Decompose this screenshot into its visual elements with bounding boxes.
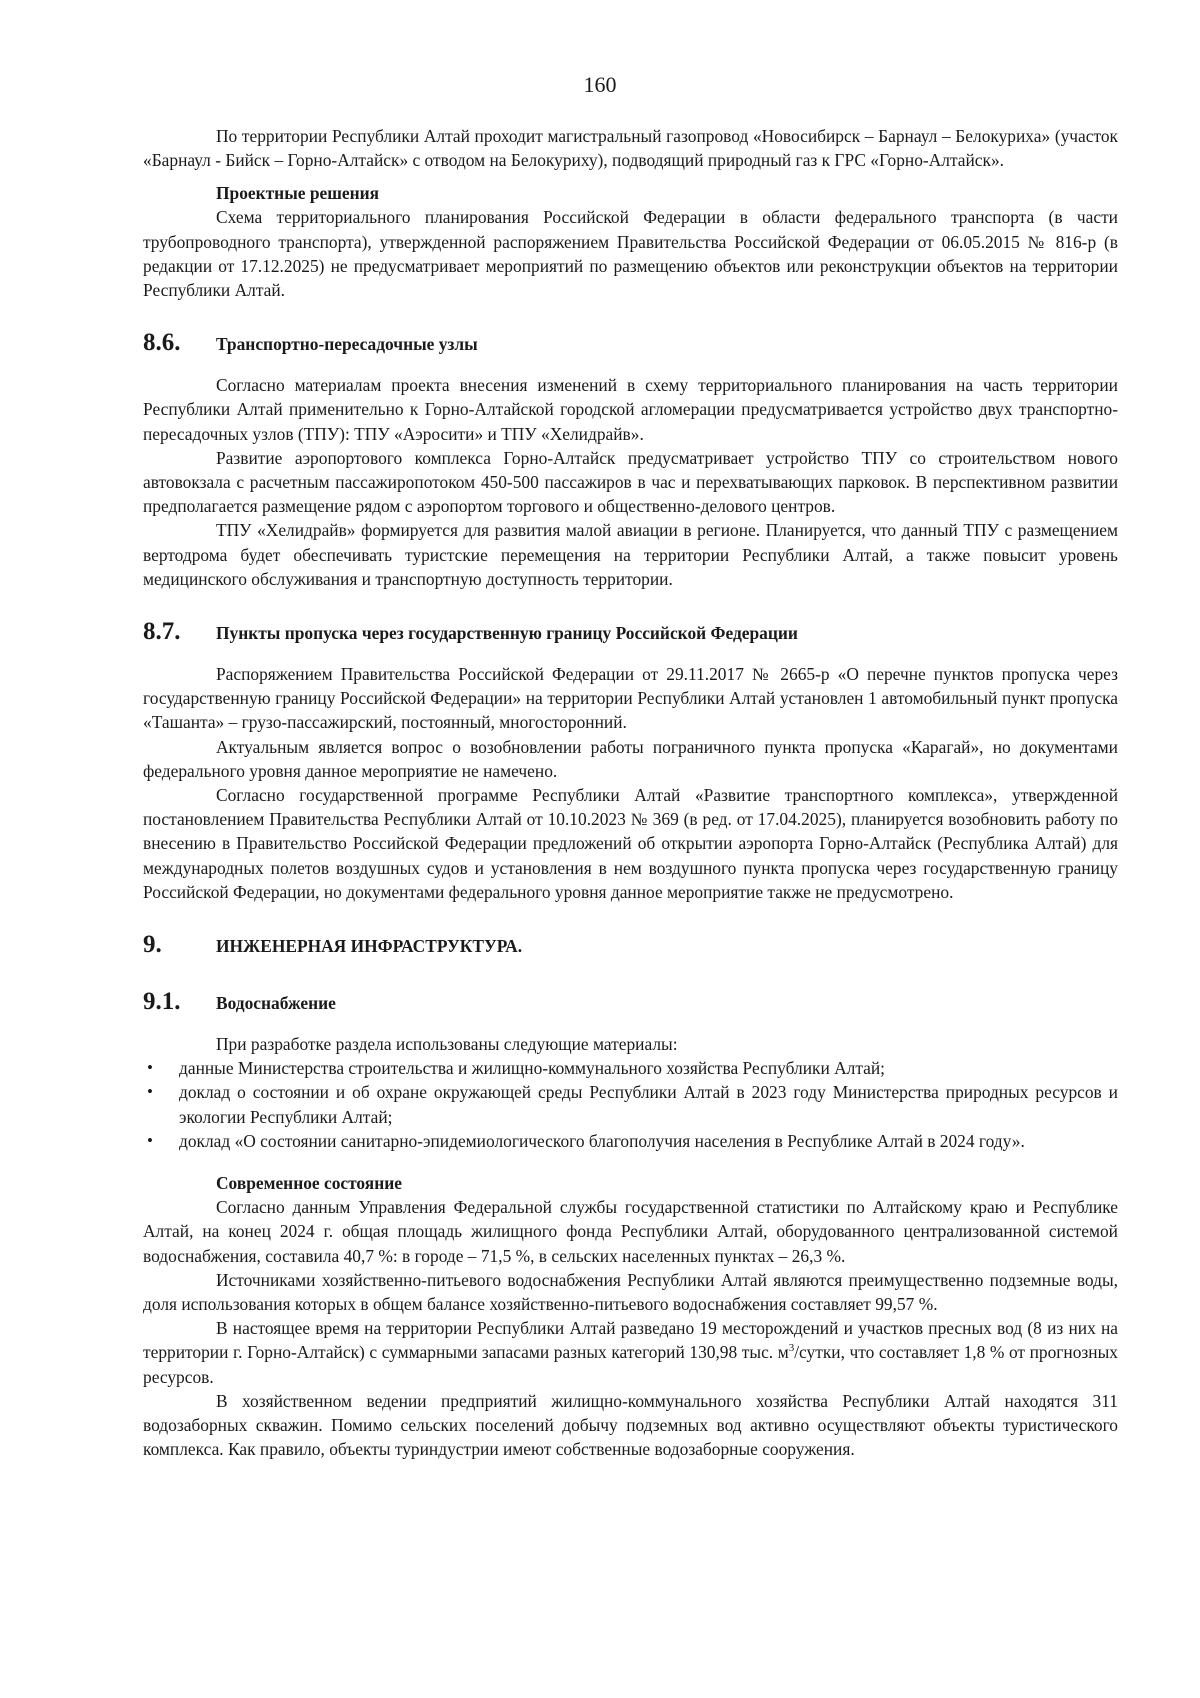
section-title: Пункты пропуска через государственную границу Российской Федерации (216, 623, 798, 644)
section-heading-9-1 (143, 987, 1118, 1018)
paragraph-gas-pipeline: По территории Республики Алтай проходит магистральный газопровод «Новосибирск – Барнаул – Белокуриха» (участок «Барнаул - Бийск – Горно-Алтайск» с отводом на Белокуриху), подводящий природный газ к ГРС «Горно-Алтайск». (143, 126, 1118, 171)
deposits-text-end: /сутки, что составляет 1,8 % от прогнозных ресурсов. (143, 1342, 1118, 1387)
paragraph-border-points-order: Распоряжением Правительства Российской Федерации от 29.11.2017 № 2665-р «О перечне пунктов пропуска через государственную границу Российской Федерации» на территории Республики Алтай установлен 1 автомобильный пункт пропуска «Ташанта» – грузо-пассажирский, постоянный, многосторонний. (143, 664, 1118, 733)
paragraph-deposits (143, 1316, 1118, 1389)
list-item-text: доклад о состоянии и об охране окружающей среды Республики Алтай в 2023 году Министерства природных ресурсов и экологии Республики Алтай; (179, 1082, 1118, 1127)
list-item (143, 1080, 1118, 1128)
paragraph-housing-stock: Согласно данным Управления Федеральной службы государственной статистики по Алтайскому краю и Республике Алтай, на конец 2024 г. общая площадь жилищного фонда Республики Алтай, оборудованного централизованной системой водоснабжения, составила 40,7 %: в городе – 71,5 %, в сельских населенных пунктах – 26,3 %. (143, 1197, 1118, 1266)
paragraph-state-program: Согласно государственной программе Республики Алтай «Развитие транспортного комплекса», утвержденной постановлением Правительства Республики Алтай от 10.10.2023 № 369 (в ред. от 17.04.2025), планируется возобновить работу по внесению в Правительство Российской Федерации предложений об открытии аэропорта Горно-Алтайск (Республика Алтай) для международных полетов воздушных судов и установления в нем воздушного пункта пропуска через государственную границу Российской Федерации, но документами федерального уровня данное мероприятие также не предусмотрено. (143, 785, 1118, 902)
paragraph-wells: В хозяйственном ведении предприятий жилищно-коммунального хозяйства Республики Алтай находятся 311 водозаборных скважин. Помимо сельских поселений добычу подземных вод активно осуществляют объекты туристического комплекса. Как правило, объекты туриндустрии имеют собственные водозаборные сооружения. (143, 1390, 1118, 1460)
section-heading-9 (143, 930, 1118, 961)
paragraph-territorial-scheme: Схема территориального планирования Российской Федерации в области федерального транспорта (в части трубопроводного транспорта), утвержденной распоряжением Правительства Российской Федерации от 06.05.2015 № 816-р (в редакции от 17.12.2025) не предусматривает мероприятий по размещению объектов или реконструкции объектов на территории Республики Алтай. (143, 207, 1118, 301)
page-body (143, 124, 1118, 1461)
cubic-superscript: 3 (788, 1342, 795, 1355)
section-number: 8.6. (143, 329, 181, 357)
section-heading-8-7 (143, 617, 1118, 648)
deposits-text: В настоящее время на территории Республики Алтай разведано 19 месторождений и участков пресных вод (8 из них на территории г. Горно-Алтайск) с суммарными запасами разных категорий 130,98 тыс. м (143, 1318, 1118, 1363)
section-title: Водоснабжение (216, 993, 336, 1014)
section-number: 9.1. (143, 988, 181, 1016)
paragraph-materials-intro: При разработке раздела использованы следующие материалы: (216, 1034, 678, 1055)
paragraph-helidrive: ТПУ «Хелидрайв» формируется для развития малой авиации в регионе. Планируется, что данный ТПУ с размещением вертодрома будет обеспечивать туристские перемещения на территории Республики Алтай, а также повысит уровень медицинского обслуживания и транспортную доступность территории. (143, 520, 1118, 589)
page-number: 160 (583, 72, 617, 97)
paragraph-airport-complex: Развитие аэропортового комплекса Горно-Алтайск предусматривает устройство ТПУ со строительством нового автовокзала с расчетным пассажиропотоком 450-500 пассажиров в час и перехватывающих парковок. В перспективном развитии предполагается размещение рядом с аэропортом торгового и общественно-делового центров. (143, 447, 1118, 517)
bullet-icon: • (147, 1058, 153, 1078)
list-item-text: доклад «О состоянии санитарно-эпидемиологического благополучия населения в Республике Алтай в 2024 году». (179, 1130, 1025, 1151)
subheading-current-state: Современное состояние (216, 1173, 402, 1194)
paragraph-karagai: Актуальным является вопрос о возобновлении работы пограничного пункта пропуска «Карагай», но документами федерального уровня данное мероприятие не намечено. (143, 736, 1118, 781)
bullet-icon: • (147, 1130, 153, 1150)
section-title: ИНЖЕНЕРНАЯ ИНФРАСТРУКТУРА. (216, 936, 523, 957)
list-item-text: данные Министерства строительства и жилищно-коммунального хозяйства Республики Алтай; (179, 1058, 886, 1079)
subheading-design-solutions: Проектные решения (216, 183, 380, 204)
section-title: Транспортно-пересадочные узлы (216, 334, 478, 355)
list-item (143, 1056, 1118, 1080)
materials-list (143, 1056, 1118, 1153)
bullet-icon: • (147, 1082, 153, 1102)
paragraph-water-sources: Источниками хозяйственно-питьевого водоснабжения Республики Алтай являются преимущественно подземные воды, доля использования которых в общем балансе хозяйственно-питьевого водоснабжения составляет 99,57 %. (143, 1269, 1118, 1314)
paragraph-tpu-intro: Согласно материалам проекта внесения изменений в схему территориального планирования на часть территории Республики Алтай применительно к Горно-Алтайской городской агломерации предусматривается устройство двух транспортно-пересадочных узлов (ТПУ): ТПУ «Аэросити» и ТПУ «Хелидрайв». (143, 375, 1118, 444)
section-number: 9. (143, 931, 162, 959)
section-number: 8.7. (143, 618, 181, 646)
list-item (143, 1129, 1118, 1153)
section-heading-8-6 (143, 328, 1118, 359)
